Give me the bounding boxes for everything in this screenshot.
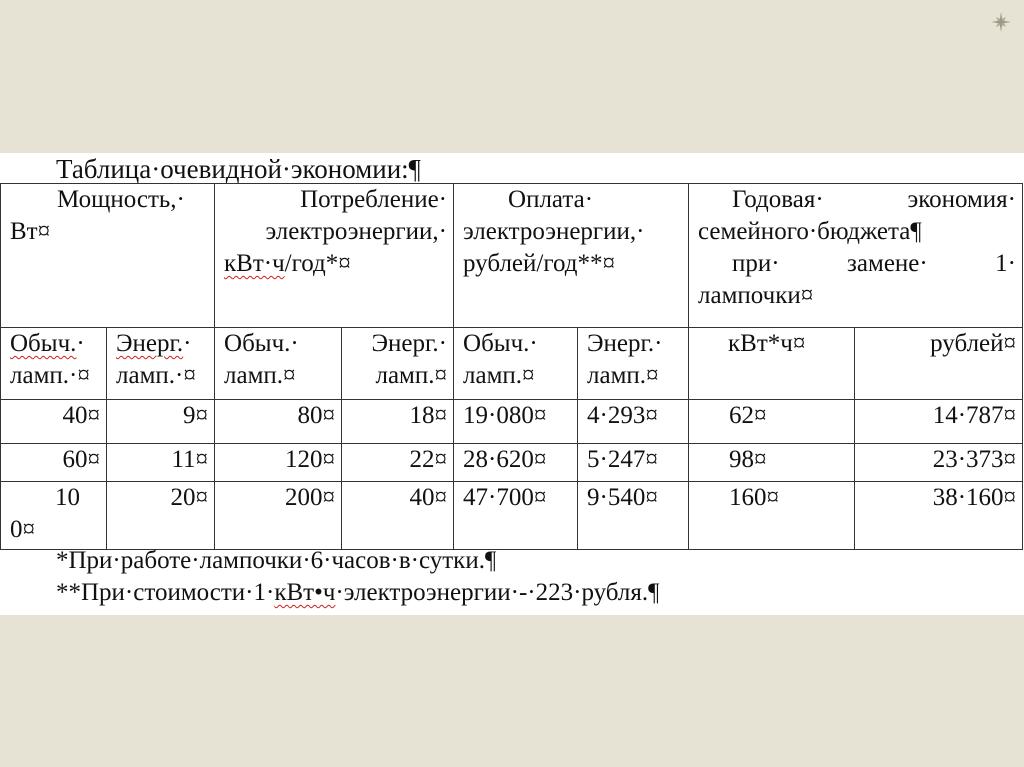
table-header-row: [1, 184, 1023, 328]
cell-cons-ordinary: 80¤: [215, 400, 342, 444]
page-title: Таблица·очевидной·экономии:¶: [56, 154, 421, 184]
cell-pay-energy: 4·293¤: [578, 400, 689, 444]
cell-save-kwh: 62¤: [689, 400, 855, 444]
sparkle-icon: [991, 12, 1011, 32]
table-row: [1, 444, 1023, 482]
cell-power-energy: 20¤: [107, 482, 215, 550]
table-row: [1, 400, 1023, 444]
header-consumption: Потребление· электроэнергии,· кВт·ч/год*¤: [215, 184, 454, 328]
sub-pay-energy: Энерг.· ламп.¤: [578, 328, 689, 400]
cell-cons-energy: 18¤: [342, 400, 454, 444]
table-subheader-row: [1, 328, 1023, 400]
sub-cons-ordinary: Обыч.· ламп.¤: [215, 328, 342, 400]
sub-cons-energy: Энерг.· ламп.¤: [342, 328, 454, 400]
sub-power-ordinary: Обыч.· ламп.·¤: [1, 328, 107, 400]
cell-power-ordinary: 40¤: [1, 400, 107, 444]
cell-pay-energy: 9·540¤: [578, 482, 689, 550]
footnotes: [56, 545, 659, 609]
footnote-2: **При·стоимости·1·кВт•ч·электроэнергии·-·223·рубля.¶: [56, 579, 660, 606]
cell-power-energy: 9¤: [107, 400, 215, 444]
cell-cons-energy: 40¤: [342, 482, 454, 550]
cell-pay-ordinary: 19·080¤: [454, 400, 578, 444]
cell-save-rub: 38·160¤: [855, 482, 1023, 550]
cell-save-rub: 23·373¤: [855, 444, 1023, 482]
header-savings: Годовая· экономия· семейного·бюджета¶ при· замене· 1· лампочки¤: [689, 184, 1023, 328]
header-power: Мощность,· Вт¤: [1, 184, 215, 328]
cell-pay-ordinary: 28·620¤: [454, 444, 578, 482]
document-page: [0, 153, 1024, 615]
economy-table: [0, 183, 1023, 550]
cell-power-ordinary: 10 0¤: [1, 482, 107, 550]
sub-power-energy: Энерг.· ламп.·¤: [107, 328, 215, 400]
cell-pay-energy: 5·247¤: [578, 444, 689, 482]
table-row: [1, 482, 1023, 550]
footnote-1: *При·работе·лампочки·6·часов·в·сутки.¶: [56, 547, 497, 574]
sub-save-kwh: кВт*ч¤: [689, 328, 855, 400]
sub-save-rub: рублей¤: [855, 328, 1023, 400]
cell-pay-ordinary: 47·700¤: [454, 482, 578, 550]
cell-save-kwh: 160¤: [689, 482, 855, 550]
cell-cons-ordinary: 200¤: [215, 482, 342, 550]
cell-power-ordinary: 60¤: [1, 444, 107, 482]
cell-save-rub: 14·787¤: [855, 400, 1023, 444]
cell-cons-ordinary: 120¤: [215, 444, 342, 482]
header-payment: Оплата· электроэнергии,· рублей/год**¤: [454, 184, 689, 328]
cell-power-energy: 11¤: [107, 444, 215, 482]
cell-save-kwh: 98¤: [689, 444, 855, 482]
cell-cons-energy: 22¤: [342, 444, 454, 482]
sub-pay-ordinary: Обыч.· ламп.¤: [454, 328, 578, 400]
